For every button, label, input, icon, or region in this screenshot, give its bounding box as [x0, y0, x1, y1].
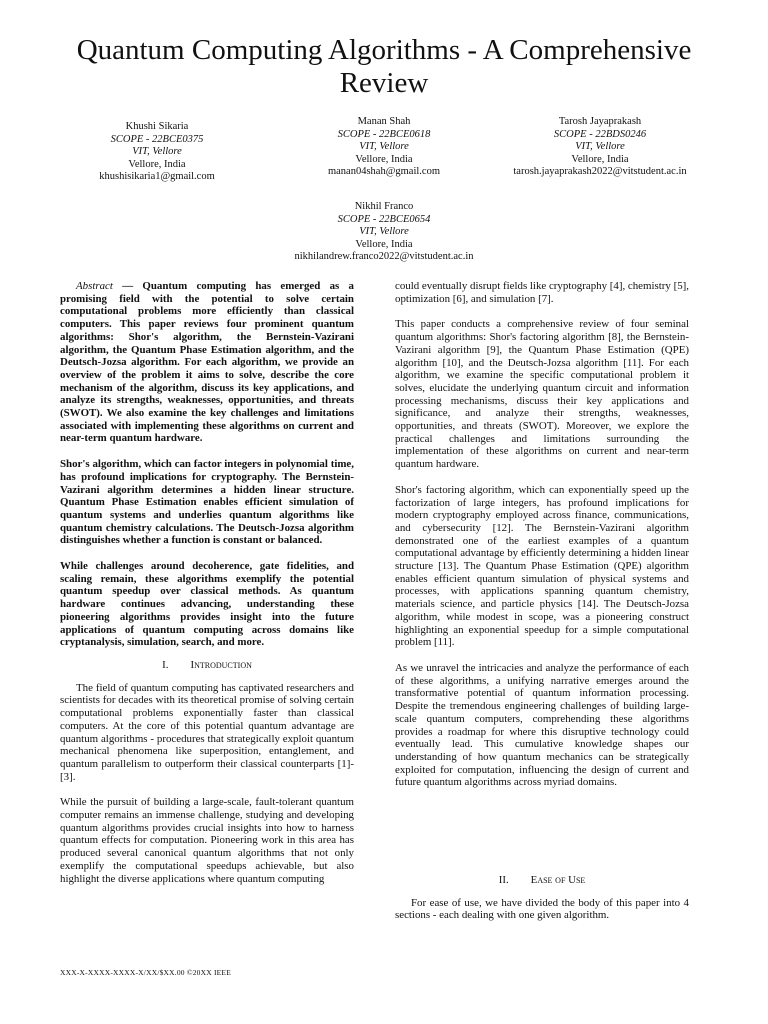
- author-dept: SCOPE - 22BCE0375: [110, 133, 204, 145]
- author-block-3: [485, 116, 715, 179]
- copyright-footer: XXX-X-XXXX-XXXX-X/XX/$XX.00 ©20XX IEEE: [60, 968, 231, 977]
- left-column: [60, 280, 354, 885]
- intro-paragraph-4: This paper conducts a comprehensive review of four seminal quantum algorithms: Shor's factoring algorithm [8], the Bernstein-Vazirani algorithm [9], the Quantum Phase Estimation (QPE) algorithm [10], and the Deutsch-Jozsa algorithm [11]. For each algorithm, we examine the specific computational problem it solves, elucidate the underlying quantum circuit and information processing mechanisms, discuss their key applications and significance, and analyze their strengths, weaknesses, opportunities, and threats (SWOT). Moreover, we explore the practical challenges and limitations surrounding the implementation of these algorithms on current and near-term quantum hardware.: [395, 318, 689, 471]
- intro-paragraph-5: Shor's factoring algorithm, which can exponentially speed up the factorization of large integers, has profound implications for modern cryptography employed across finance, communications, and cybersecurity [12]. The Bernstein-Vazirani algorithm demonstrated one of the earliest examples of a quantum computational advantage by efficiently determining a hidden linear structure [13]. The Quantum Phase Estimation (QPE) algorithm enables efficient quantum simulation of physical systems and processes, with applications spanning quantum chemistry, materials science, and particle physics [14]. The Deutsch-Jozsa algorithm, while modest in scope, was a pioneering construct highlighting an exponential speedup for a simple computational problem [11].: [395, 483, 689, 649]
- abstract-paragraph: [60, 280, 354, 445]
- author-name: Khushi Sikaria: [125, 121, 189, 132]
- abstract-paragraph-2: Shor's algorithm, which can factor integers in polynomial time, has profound implications for cryptography. The Bernstein-Vazirani algorithm determines a hidden linear structure. Quantum Phase Estimation enables efficient simulation of quantum systems and underlies quantum algorithms like quantum chemistry calculations. The Deutsch-Jozsa algorithm distinguishes whether a function is constant or balanced.: [60, 458, 354, 547]
- author-name: Nikhil Franco: [354, 201, 414, 212]
- section-heading-introduction: [60, 659, 354, 672]
- abstract-paragraph-3: While challenges around decoherence, gate fidelities, and scaling remain, these algorithms exemplify the potential quantum speedup over classical methods. As quantum hardware continues advancing, understanding these pioneering algorithms provides insight into the future applications of quantum computing across domains like cryptanalysis, simulation, search, and more.: [60, 560, 354, 649]
- author-location: Vellore, India: [571, 153, 629, 165]
- ease-paragraph-1: For ease of use, we have divided the body of this paper into 4 sections - each dealing with one given algorithm.: [395, 896, 689, 922]
- section-title: Ease of Use: [530, 874, 586, 886]
- author-dept: SCOPE - 22BCE0618: [337, 128, 431, 140]
- intro-paragraph-2: While the pursuit of building a large-scale, fault-tolerant quantum computer remains an immense challenge, studying and developing quantum algorithms provides crucial insights into how to harness quantum effects for computation. Pioneering work in this area has produced several canonical quantum algorithms that not only exemplify the computational speedups achievable, but also highlight the diverse applications where quantum computing: [60, 796, 354, 885]
- author-name: Tarosh Jayaprakash: [558, 116, 642, 127]
- author-dept: SCOPE - 22BDS0246: [553, 128, 647, 140]
- section-title: Introduction: [190, 658, 252, 671]
- author-email: nikhilandrew.franco2022@vitstudent.ac.in: [294, 251, 474, 263]
- intro-paragraph-1: The field of quantum computing has captivated researchers and scientists for decades with its theoretical promise of solving certain computational problems exponentially faster than classical computers. At the core of this potential quantum advantage are quantum algorithms - procedures that strategically exploit quantum mechanical phenomena like superposition, entanglement, and quantum parallelism to outperform their classical counterparts [1]-[3].: [60, 681, 354, 783]
- author-location: Vellore, India: [355, 238, 413, 250]
- paper-title: Quantum Computing Algorithms - A Comprehensive Review: [76, 34, 692, 99]
- author-block-4: [269, 201, 499, 264]
- author-email: khushisikaria1@gmail.com: [99, 171, 215, 183]
- author-block-2: [269, 116, 499, 179]
- right-column: [395, 280, 689, 789]
- author-dept: SCOPE - 22BCE0654: [337, 213, 431, 225]
- author-org: VIT, Vellore: [359, 141, 409, 153]
- author-block-1: [42, 121, 272, 184]
- section-number: I.: [162, 658, 169, 671]
- author-org: VIT, Vellore: [575, 141, 625, 153]
- section-heading-ease-of-use: [395, 874, 689, 887]
- author-org: VIT, Vellore: [132, 146, 182, 158]
- author-email: tarosh.jayaprakash2022@vitstudent.ac.in: [513, 166, 687, 178]
- intro-paragraph-6: As we unravel the intricacies and analyze the performance of each of these algorithms, a unifying narrative emerges around the transformative potential of quantum information processing. Despite the tremendous engineering challenges of building large-scale quantum computers, comprehending these algorithms provides a roadmap for where this disruptive technology could eventually lead. This cumulative knowledge shapes our understanding of how quantum mechanics can be strategically exploited for computation, influencing the design of current and future quantum algorithms across myriad domains.: [395, 661, 689, 789]
- author-email: manan04shah@gmail.com: [327, 166, 441, 178]
- author-org: VIT, Vellore: [359, 226, 409, 238]
- section-number: II.: [498, 874, 509, 886]
- author-location: Vellore, India: [355, 153, 413, 165]
- author-name: Manan Shah: [357, 116, 411, 127]
- author-location: Vellore, India: [128, 158, 186, 170]
- ease-of-use-section: [395, 874, 689, 922]
- abstract-text: — Quantum computing has emerged as a promising field with the potential to solve certain computational problems more efficiently than classical computers. This paper reviews four prominent quantum algorithms: Shor's algorithm, the Bernstein-Vazirani algorithm, the Quantum Phase Estimation algorithm, and the Deutsch-Jozsa algorithm. For each algorithm, we provide an overview of the problem it aims to solve, describe the core mechanism of the algorithm, discuss its key applications, and analyze its strengths, weaknesses, opportunities, and threats (SWOT). We also examine the key challenges and limitations associated with implementing these algorithms on current and near-term quantum hardware.: [60, 280, 354, 445]
- intro-paragraph-3: could eventually disrupt fields like cryptography [4], chemistry [5], optimization [6], and simulation [7].: [395, 280, 689, 305]
- abstract-label: Abstract: [76, 280, 113, 292]
